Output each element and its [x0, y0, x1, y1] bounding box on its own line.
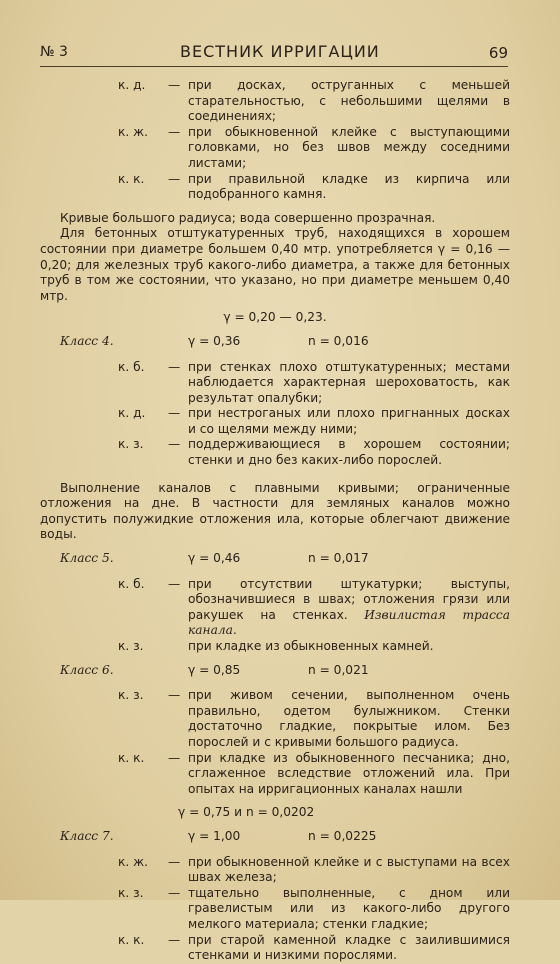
class-5-entry [118, 577, 510, 639]
entry-abbr: к. ж. [118, 854, 148, 869]
entry-dash: — [168, 437, 181, 452]
entry-abbr: к. б. [118, 576, 145, 591]
entry-abbr: к. з. [118, 688, 144, 703]
class-label: Класс 5. [60, 551, 114, 566]
class-7-row [40, 829, 510, 845]
entry-dash: — [168, 171, 181, 186]
entry-abbr: к. ж. [118, 124, 148, 139]
formula-class-6: γ = 0,75 и n = 0,0202 [178, 805, 315, 820]
issue-number: № 3 [40, 44, 68, 60]
class-5-entry [118, 639, 510, 655]
entry-text: тщательно выполненные, с дном или гравелистым или из какого-либо другого мелкого материала; стенки гладкие; [188, 885, 510, 931]
class-n: n = 0,0225 [308, 828, 377, 843]
entry-abbr: к. д. [118, 406, 146, 421]
entry-dash: — [168, 932, 181, 947]
entry-top-kk [118, 172, 510, 203]
entry-dash: — [168, 688, 181, 703]
page-number: 69 [488, 44, 508, 62]
entry-dash: — [168, 406, 181, 421]
paragraph-curves: Кривые большого радиуса; вода совершенно прозрачная. [60, 210, 436, 225]
entry-dash: — [168, 750, 181, 765]
entry-text: при живом сечении, выполненном очень правильно, одетом булыжником. Стенки достаточно гладкие, покрытые илом. Без порослей и с кривыми большого радиуса. [188, 688, 510, 749]
entry-text-main: при отсутствии штукатурки; выступы, обозначившиеся в швах; отложения грязи или ракушек на стенках. [188, 576, 510, 622]
entry-dash [168, 639, 188, 655]
entry-abbr: к. з. [118, 885, 144, 900]
journal-title: ВЕСТНИК ИРРИГАЦИИ [180, 42, 380, 61]
entry-abbr: к. з. [118, 639, 144, 653]
class-4-entry [118, 437, 510, 468]
entry-dash: — [168, 854, 181, 869]
entry-top-kzh [118, 125, 510, 172]
entry-text: поддерживающиеся в хорошем состоянии; стенки и дно без каких-либо порослей. [188, 437, 510, 468]
class-6-row [40, 663, 510, 679]
entry-dash: — [168, 576, 181, 591]
entry-abbr: к. з. [118, 437, 144, 452]
entry-abbr: к. к. [118, 171, 145, 186]
entry-dash: — [168, 78, 181, 92]
entry-text: при досках, оструганных с меньшей старательностью, с небольшими щелями в соединениях; [188, 78, 510, 124]
class-7-entry [118, 855, 510, 886]
entry-dash: — [168, 124, 181, 139]
class-label: Класс 6. [60, 662, 114, 677]
running-header [40, 42, 508, 67]
class-4-entry [118, 406, 510, 437]
entry-top-kd [118, 78, 510, 125]
class-6-entry [118, 688, 510, 750]
entry-dash: — [168, 885, 181, 900]
class-n: n = 0,021 [308, 662, 369, 677]
class-label: Класс 7. [60, 828, 114, 843]
class-4-entry [118, 360, 510, 407]
class-gamma: γ = 1,00 [188, 828, 241, 843]
class-7-entry [118, 886, 510, 933]
class-5-row [40, 551, 510, 567]
entry-text [188, 577, 510, 639]
class-label: Класс 4. [60, 333, 114, 348]
entry-text: при кладке из обыкновенного песчаника; дно, сглаженное вследствие отложений ила. При опытах на ирригационных каналах нашли [188, 750, 510, 796]
entry-text: при нестроганых или плохо пригнанных досках и со щелями между ними; [188, 406, 510, 436]
formula-gamma: γ = 0,20 — 0,23. [223, 310, 327, 325]
class-n: n = 0,016 [308, 333, 369, 348]
class-gamma: γ = 0,85 [188, 662, 241, 677]
entry-abbr: к. к. [118, 932, 145, 947]
entry-text-italic: Извилистая трасса канала. [188, 607, 510, 638]
entry-text: при старой каменной кладке с заилившимися стенками и низкими порослями. [188, 932, 510, 963]
paragraph-pipes: Для бетонных отштукатуренных труб, находящихся в хорошем состоянии при диаметре большем 0,40 мтр. употребляется γ = 0,16 — 0,20; для железных труб какого-либо диаметра, а также для бетонных труб в том же состоянии, что указано, но при диаметре меньшем 0,40 мтр. [40, 226, 510, 303]
class-4-row [40, 334, 510, 350]
class-gamma: γ = 0,46 [188, 551, 241, 566]
class-7-entry [118, 933, 510, 964]
page-body [40, 78, 510, 964]
entry-abbr: к. к. [118, 750, 145, 765]
entry-abbr: к. б. [118, 359, 145, 374]
entry-text: при стенках плохо отштукатуренных; местами наблюдается характерная шероховатость, как результат опалубки; [188, 359, 510, 405]
entry-dash: — [168, 359, 181, 374]
entry-abbr: к. д. [118, 78, 146, 92]
entry-text: при обыкновенной клейке и с выступами на всех швах железа; [188, 854, 510, 885]
class-n: n = 0,017 [308, 551, 369, 566]
class-6-entry [118, 751, 510, 798]
entry-text: при правильной кладке из кирпича или подобранного камня. [188, 171, 510, 202]
class-gamma: γ = 0,36 [188, 333, 241, 348]
paragraph-canals: Выполнение каналов с плавными кривыми; ограниченные отложения на дне. В частности для земляных каналов можно допустить полужидкие отложения ила, которые облегчают движение воды. [40, 480, 510, 542]
entry-text: при кладке из обыкновенных камней. [188, 639, 434, 653]
entry-text: при обыкновенной клейке с выступающими головками, но без швов между соседними листами; [188, 124, 510, 170]
